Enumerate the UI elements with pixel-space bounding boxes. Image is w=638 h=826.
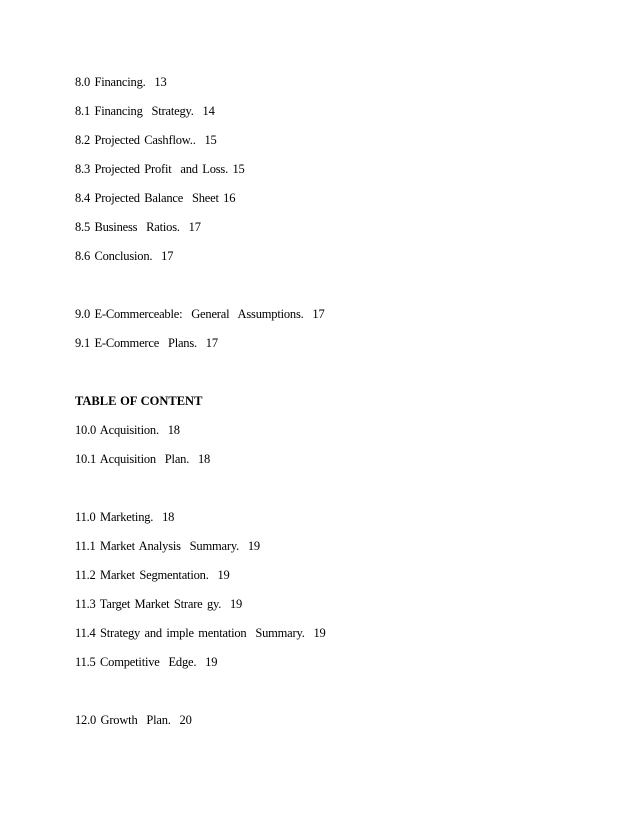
toc-entry-8-4: 8.4 Projected Balance Sheet 16 bbox=[75, 191, 236, 205]
toc-heading: TABLE OF CONTENT bbox=[75, 394, 203, 408]
toc-entry-8-1: 8.1 Financing Strategy. 14 bbox=[75, 104, 215, 118]
toc-entry-8-5: 8.5 Business Ratios. 17 bbox=[75, 220, 201, 234]
toc-entry-12-0: 12.0 Growth Plan. 20 bbox=[75, 713, 192, 727]
toc-entry-8-6: 8.6 Conclusion. 17 bbox=[75, 249, 174, 263]
toc-entry-11-3: 11.3 Target Market Strare gy. 19 bbox=[75, 597, 243, 611]
toc-entry-8-2: 8.2 Projected Cashflow.. 15 bbox=[75, 133, 217, 147]
toc-entry-9-1: 9.1 E-Commerce Plans. 17 bbox=[75, 336, 218, 350]
toc-entry-11-0: 11.0 Marketing. 18 bbox=[75, 510, 175, 524]
toc-entry-11-4: 11.4 Strategy and imple mentation Summary. 19 bbox=[75, 626, 326, 640]
toc-entry-9-0: 9.0 E-Commerceable: General Assumptions. 17 bbox=[75, 307, 325, 321]
toc-entry-10-0: 10.0 Acquisition. 18 bbox=[75, 423, 180, 437]
toc-entry-8-0: 8.0 Financing. 13 bbox=[75, 75, 167, 89]
toc-entry-11-1: 11.1 Market Analysis Summary. 19 bbox=[75, 539, 260, 553]
toc-entry-8-3: 8.3 Projected Profit and Loss. 15 bbox=[75, 162, 245, 176]
toc-entry-11-2: 11.2 Market Segmentation. 19 bbox=[75, 568, 230, 582]
toc-entry-11-5: 11.5 Competitive Edge. 19 bbox=[75, 655, 218, 669]
toc-entry-10-1: 10.1 Acquisition Plan. 18 bbox=[75, 452, 211, 466]
